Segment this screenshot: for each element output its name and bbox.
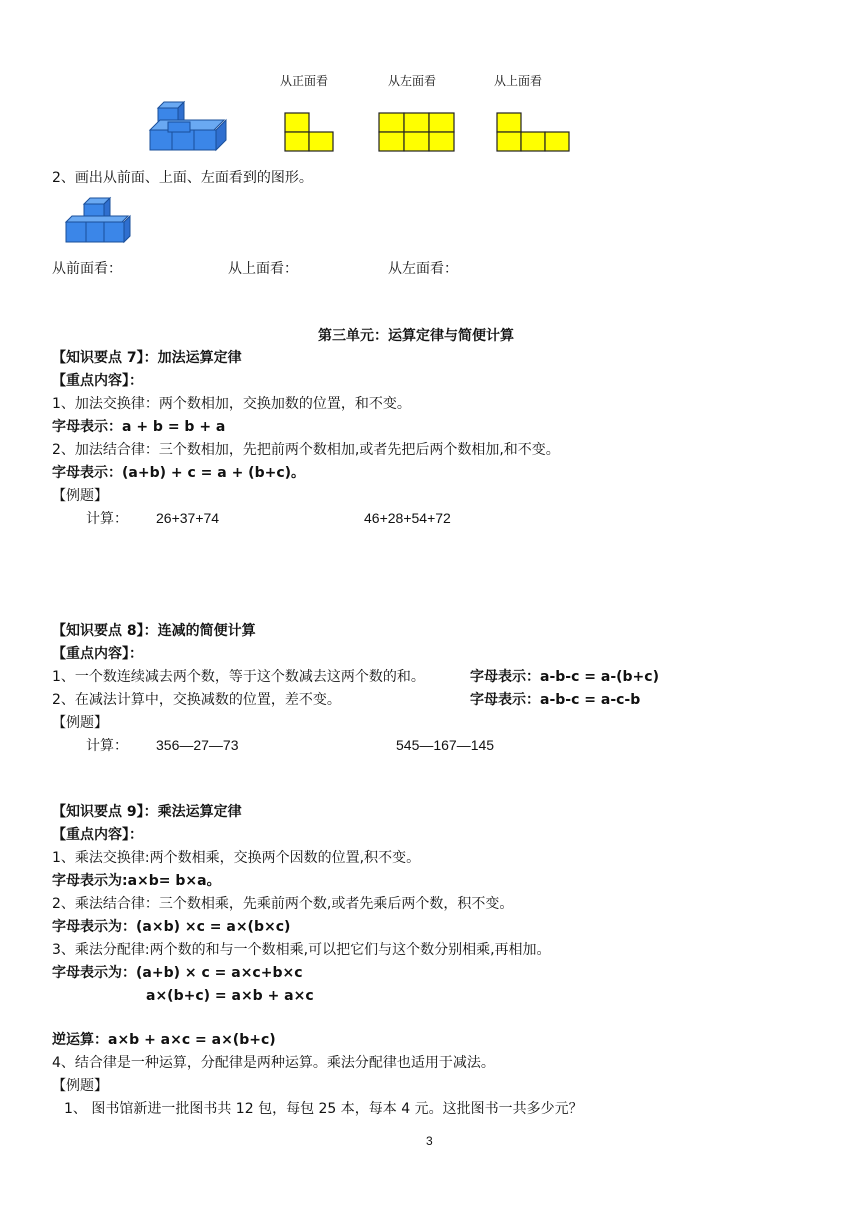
- kp9-formula3b: a×(b+c) = a×b + a×c: [146, 988, 314, 1004]
- kp8-line1: 1、一个数连续减去两个数，等于这个数减去这两个数的和。: [52, 669, 425, 685]
- kp8-formula2: 字母表示：a-b-c = a-c-b: [470, 692, 641, 708]
- kp7-title: 【知识要点 7】：加法运算定律: [52, 350, 242, 366]
- kp8-formula1: 字母表示：a-b-c = a-(b+c): [470, 669, 659, 685]
- kp7-line1: 1、加法交换律：两个数相加，交换加数的位置，和不变。: [52, 396, 411, 412]
- kp9-title: 【知识要点 9】：乘法运算定律: [52, 804, 242, 820]
- kp8-key: 【重点内容】：: [52, 646, 143, 662]
- caption-left-view: 从左面看: [388, 74, 437, 88]
- task2-left-label: 从左面看：: [388, 261, 458, 277]
- task2-top-label: 从上面看：: [228, 261, 298, 277]
- kp9-key: 【重点内容】：: [52, 827, 143, 843]
- kp9-formula3a: 字母表示为：(a+b) × c = a×c+b×c: [52, 965, 303, 981]
- kp7-calc-label: 计算：: [86, 511, 128, 527]
- kp9-example: 【例题】: [52, 1078, 108, 1094]
- front-view-grid: [284, 112, 334, 152]
- unit-title: 第三单元：运算定律与简便计算: [318, 328, 514, 344]
- kp9-reverse: 逆运算：a×b + a×c = a×(b+c): [52, 1032, 276, 1048]
- caption-front-view: 从正面看: [280, 74, 329, 88]
- kp7-expr2: 46+28+54+72: [364, 510, 451, 526]
- kp7-formula2: 字母表示：(a+b) + c = a + (b+c)。: [52, 465, 306, 481]
- kp8-title: 【知识要点 8】：连减的简便计算: [52, 623, 256, 639]
- kp7-key: 【重点内容】：: [52, 373, 143, 389]
- caption-top-view: 从上面看: [494, 74, 543, 88]
- kp7-expr1: 26+37+74: [156, 510, 220, 526]
- kp9-line2: 2、乘法结合律：三个数相乘，先乘前两个数,或者先乘后两个数，积不变。: [52, 896, 514, 912]
- kp7-example: 【例题】: [52, 488, 108, 504]
- kp7-line2: 2、加法结合律：三个数相加，先把前两个数相加,或者先把后两个数相加,和不变。: [52, 442, 560, 458]
- cube-figure-2: [64, 196, 134, 244]
- kp8-expr2: 545—167—145: [396, 737, 495, 753]
- kp8-line2: 2、在减法计算中，交换减数的位置，差不变。: [52, 692, 341, 708]
- kp9-question1: 1、 图书馆新进一批图书共 12 包，每包 25 本，每本 4 元。这批图书一共多少元？: [64, 1101, 583, 1117]
- task2-front-label: 从前面看：: [52, 261, 122, 277]
- kp9-line1: 1、乘法交换律:两个数相乘，交换两个因数的位置,积不变。: [52, 850, 421, 866]
- kp9-formula1: 字母表示为:a×b= b×a。: [52, 873, 221, 889]
- task2-prompt: 2、画出从前面、上面、左面看到的图形。: [52, 170, 313, 186]
- left-view-grid: [378, 112, 456, 152]
- page-number: 3: [426, 1134, 433, 1148]
- kp8-expr1: 356—27—73: [156, 737, 239, 753]
- kp9-line4: 4、结合律是一种运算，分配律是两种运算。乘法分配律也适用于减法。: [52, 1055, 495, 1071]
- kp9-formula2: 字母表示为：(a×b) ×c = a×(b×c): [52, 919, 291, 935]
- kp7-formula1: 字母表示：a + b = b + a: [52, 419, 226, 435]
- kp8-calc-label: 计算：: [86, 738, 128, 754]
- cube-figure-1: [148, 98, 238, 154]
- top-view-grid: [496, 112, 572, 152]
- kp9-line3: 3、乘法分配律:两个数的和与一个数相乘,可以把它们与这个数分别相乘,再相加。: [52, 942, 551, 958]
- kp8-example: 【例题】: [52, 715, 108, 731]
